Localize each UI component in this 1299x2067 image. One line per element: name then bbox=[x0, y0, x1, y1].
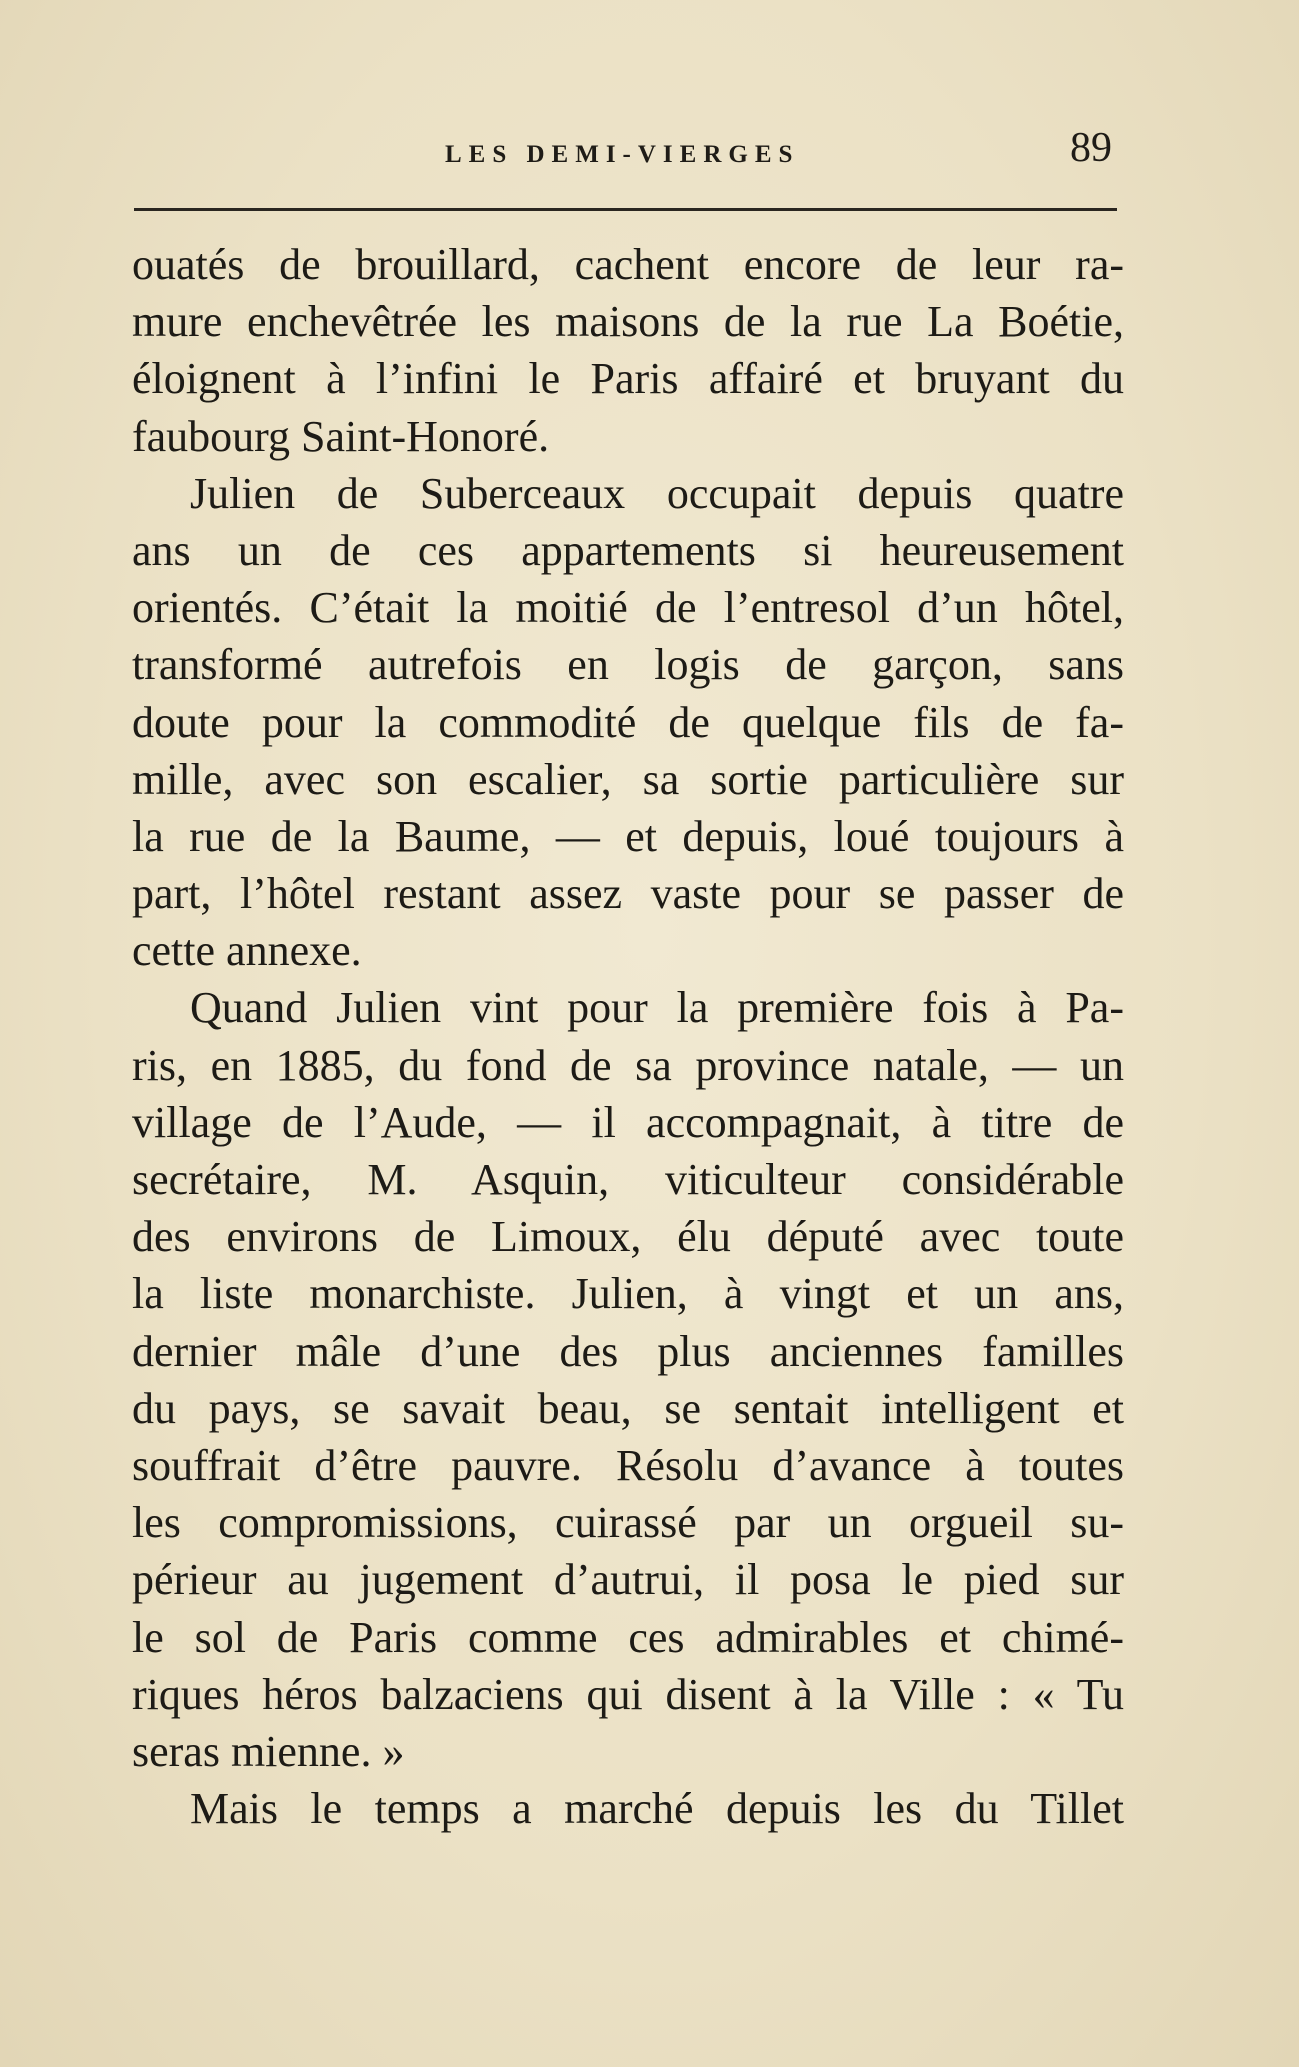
text-line: du pays, se savait beau, se sentait intelligent et bbox=[132, 1383, 1124, 1433]
text-line: ans un de ces appartements si heureusement bbox=[132, 525, 1124, 575]
text-line: doute pour la commodité de quelque fils de fa- bbox=[132, 697, 1124, 747]
body-text bbox=[132, 236, 1124, 1837]
text-line: transformé autrefois en logis de garçon, sans bbox=[132, 640, 1124, 690]
page-number: 89 bbox=[1070, 125, 1112, 171]
text-line: orientés. C’était la moitié de l’entresol d’un hôtel, bbox=[132, 583, 1124, 633]
text-line: dernier mâle d’une des plus anciennes familles bbox=[132, 1326, 1124, 1376]
text-line: ris, en 1885, du fond de sa province natale, — un bbox=[132, 1040, 1124, 1090]
text-line: secrétaire, M. Asquin, viticulteur considérable bbox=[132, 1155, 1124, 1204]
text-line: faubourg Saint-Honoré. bbox=[132, 411, 550, 461]
text-line: la rue de la Baume, — et depuis, loué toujours à bbox=[132, 811, 1124, 861]
text-line: périeur au jugement d’autrui, il posa le pied sur bbox=[132, 1555, 1124, 1605]
text-line: village de l’Aude, — il accompagnait, à titre de bbox=[132, 1097, 1124, 1147]
text-line: part, l’hôtel restant assez vaste pour se passer de bbox=[132, 869, 1124, 919]
text-line: riques héros balzaciens qui disent à la Ville : « Tu bbox=[132, 1669, 1124, 1719]
text-line: seras mienne. » bbox=[132, 1726, 405, 1776]
text-line: mille, avec son escalier, sa sortie particulière sur bbox=[132, 754, 1124, 804]
text-line: mure enchevêtrée les maisons de la rue La Boétie, bbox=[132, 297, 1124, 347]
text-line: ouatés de brouillard, cachent encore de leur ra- bbox=[132, 240, 1124, 289]
text-line: éloignent à l’infini le Paris affairé et bruyant du bbox=[132, 354, 1124, 404]
text-line: Julien de Suberceaux occupait depuis quatre bbox=[190, 468, 1124, 518]
text-line: le sol de Paris comme ces admirables et chimé- bbox=[132, 1612, 1124, 1662]
text-line: cette annexe. bbox=[132, 926, 362, 976]
text-line: des environs de Limoux, élu député avec toute bbox=[132, 1212, 1124, 1262]
text-line: la liste monarchiste. Julien, à vingt et un ans, bbox=[132, 1269, 1124, 1319]
running-title: LES DEMI-VIERGES bbox=[445, 141, 800, 168]
text-line: les compromissions, cuirassé par un orgueil su- bbox=[132, 1498, 1124, 1548]
header-rule bbox=[134, 208, 1117, 211]
text-line: souffrait d’être pauvre. Résolu d’avance à toutes bbox=[132, 1440, 1124, 1490]
text-line: Mais le temps a marché depuis les du Tillet bbox=[190, 1784, 1124, 1834]
text-line: Quand Julien vint pour la première fois à Pa- bbox=[190, 983, 1124, 1033]
